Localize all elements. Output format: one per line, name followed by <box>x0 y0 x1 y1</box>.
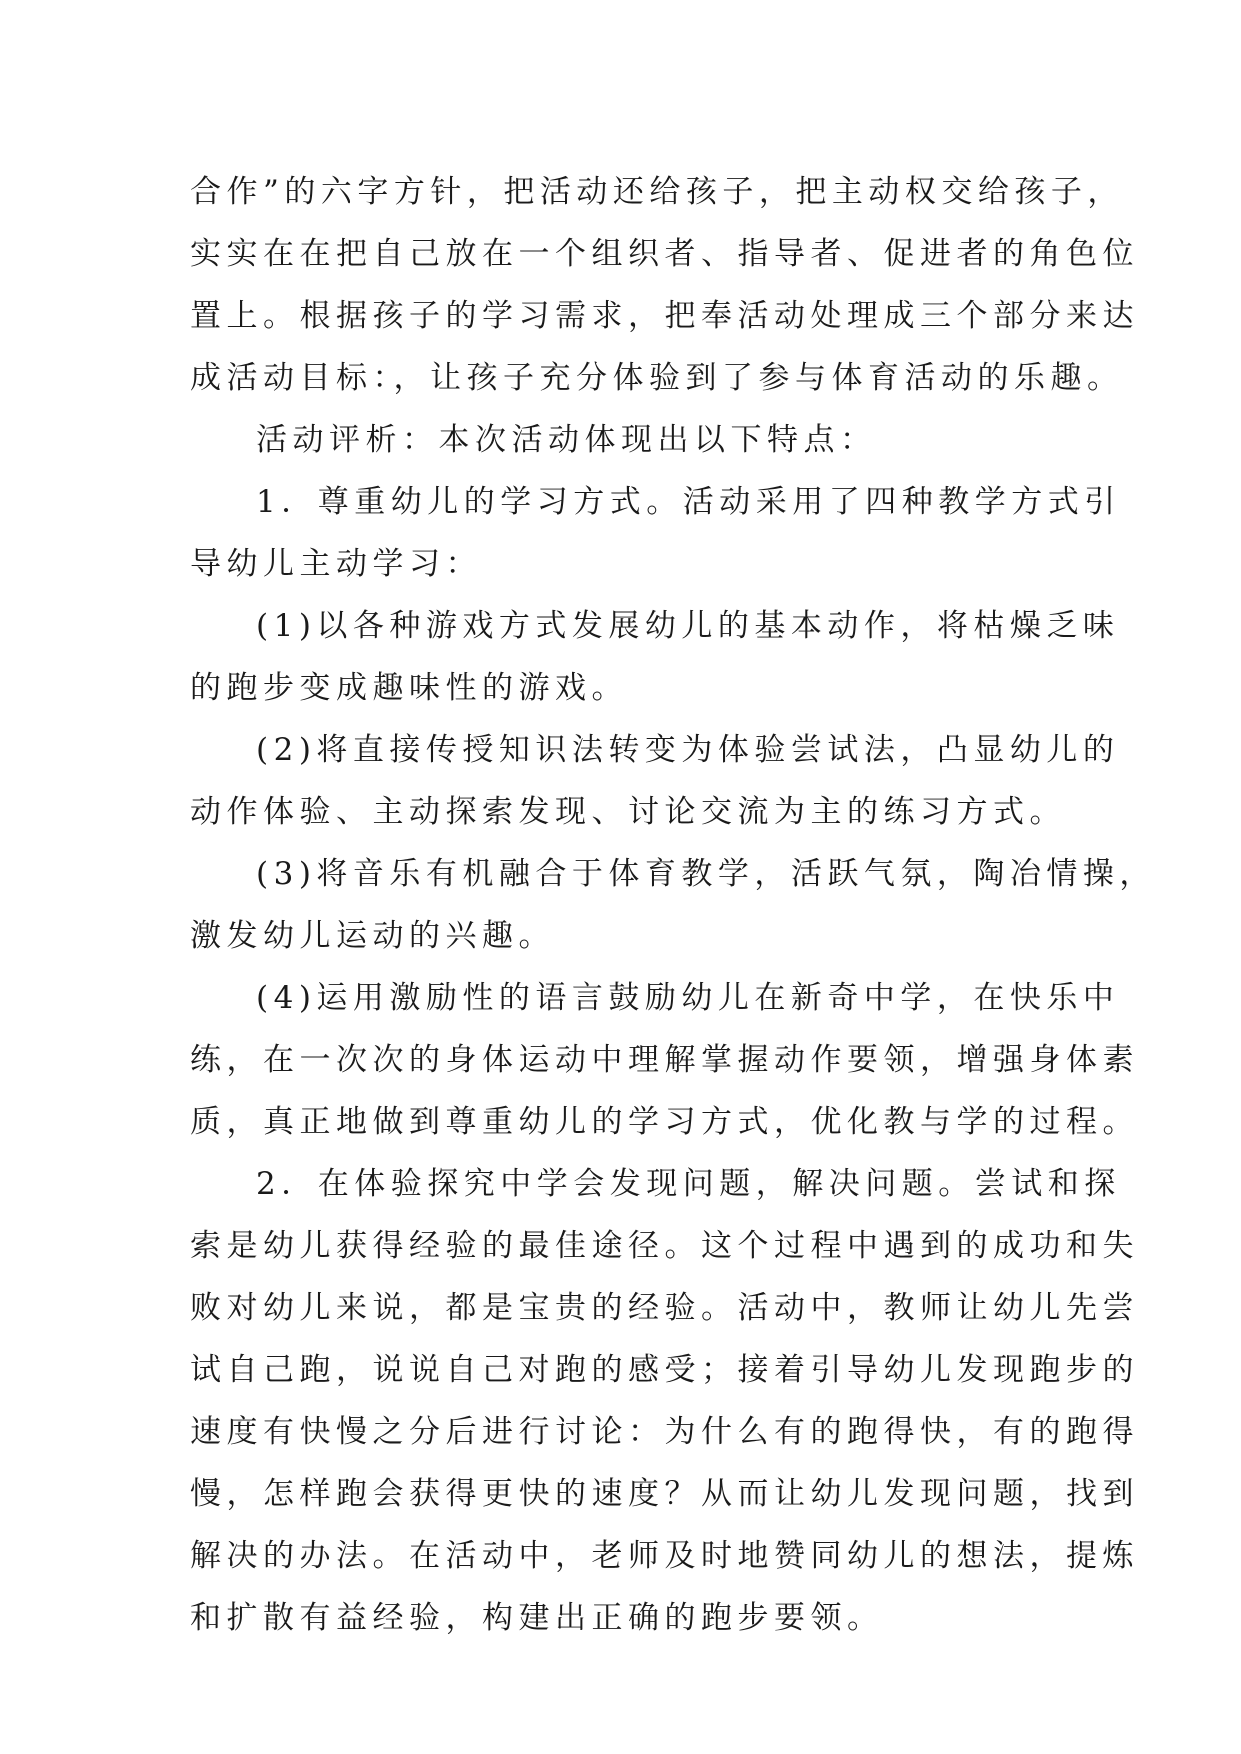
text-line: (4)运用激励性的语言鼓励幼儿在新奇中学，在快乐中 <box>256 980 1120 1016</box>
text-line: 败对幼儿来说，都是宝贵的经验。活动中，教师让幼儿先尝 <box>190 1290 1139 1326</box>
text-line: 解决的办法。在活动中，老师及时地赞同幼儿的想法，提炼 <box>190 1538 1139 1574</box>
text-line: 慢，怎样跑会获得更快的速度？从而让幼儿发现问题，找到 <box>190 1476 1139 1512</box>
text-line: 质，真正地做到尊重幼儿的学习方式，优化教与学的过程。 <box>190 1104 1139 1140</box>
text-line: 试自己跑，说说自己对跑的感受；接着引导幼儿发现跑步的 <box>190 1352 1139 1388</box>
text-line: 动作体验、主动探索发现、讨论交流为主的练习方式。 <box>190 794 1066 830</box>
text-line: 导幼儿主动学习： <box>190 546 482 582</box>
text-line: 速度有快慢之分后进行讨论：为什么有的跑得快，有的跑得 <box>190 1414 1139 1450</box>
text-line: 合作”的六字方针，把活动还给孩子，把主动权交给孩子， <box>190 174 1124 210</box>
text-line: 练，在一次次的身体运动中理解掌握动作要领，增强身体素 <box>190 1042 1139 1078</box>
text-line: (2)将直接传授知识法转变为体验尝试法，凸显幼儿的 <box>256 732 1120 768</box>
text-line: 成活动目标：，让孩子充分体验到了参与体育活动的乐趣。 <box>190 360 1124 396</box>
text-line: 和扩散有益经验，构建出正确的跑步要领。 <box>190 1600 884 1636</box>
paragraph-heading: 活动评析：本次活动体现出以下特点： <box>256 422 877 458</box>
document-body <box>190 161 1156 1649</box>
text-line: (1)以各种游戏方式发展幼儿的基本动作，将枯燥乏味 <box>256 608 1120 644</box>
text-line: 置上。根据孩子的学习需求，把奉活动处理成三个部分来达 <box>190 298 1139 334</box>
text-line: 的跑步变成趣味性的游戏。 <box>190 670 628 706</box>
text-line: 1．尊重幼儿的学习方式。活动采用了四种教学方式引 <box>256 484 1121 520</box>
text-line: 实实在在把自己放在一个组织者、指导者、促进者的角色位 <box>190 236 1139 272</box>
text-line: 2．在体验探究中学会发现问题，解决问题。尝试和探 <box>256 1166 1121 1202</box>
text-line: 索是幼儿获得经验的最佳途径。这个过程中遇到的成功和失 <box>190 1228 1139 1264</box>
text-line: 激发幼儿运动的兴趣。 <box>190 918 555 954</box>
text-line: (3)将音乐有机融合于体育教学，活跃气氛，陶冶情操， <box>256 856 1156 892</box>
